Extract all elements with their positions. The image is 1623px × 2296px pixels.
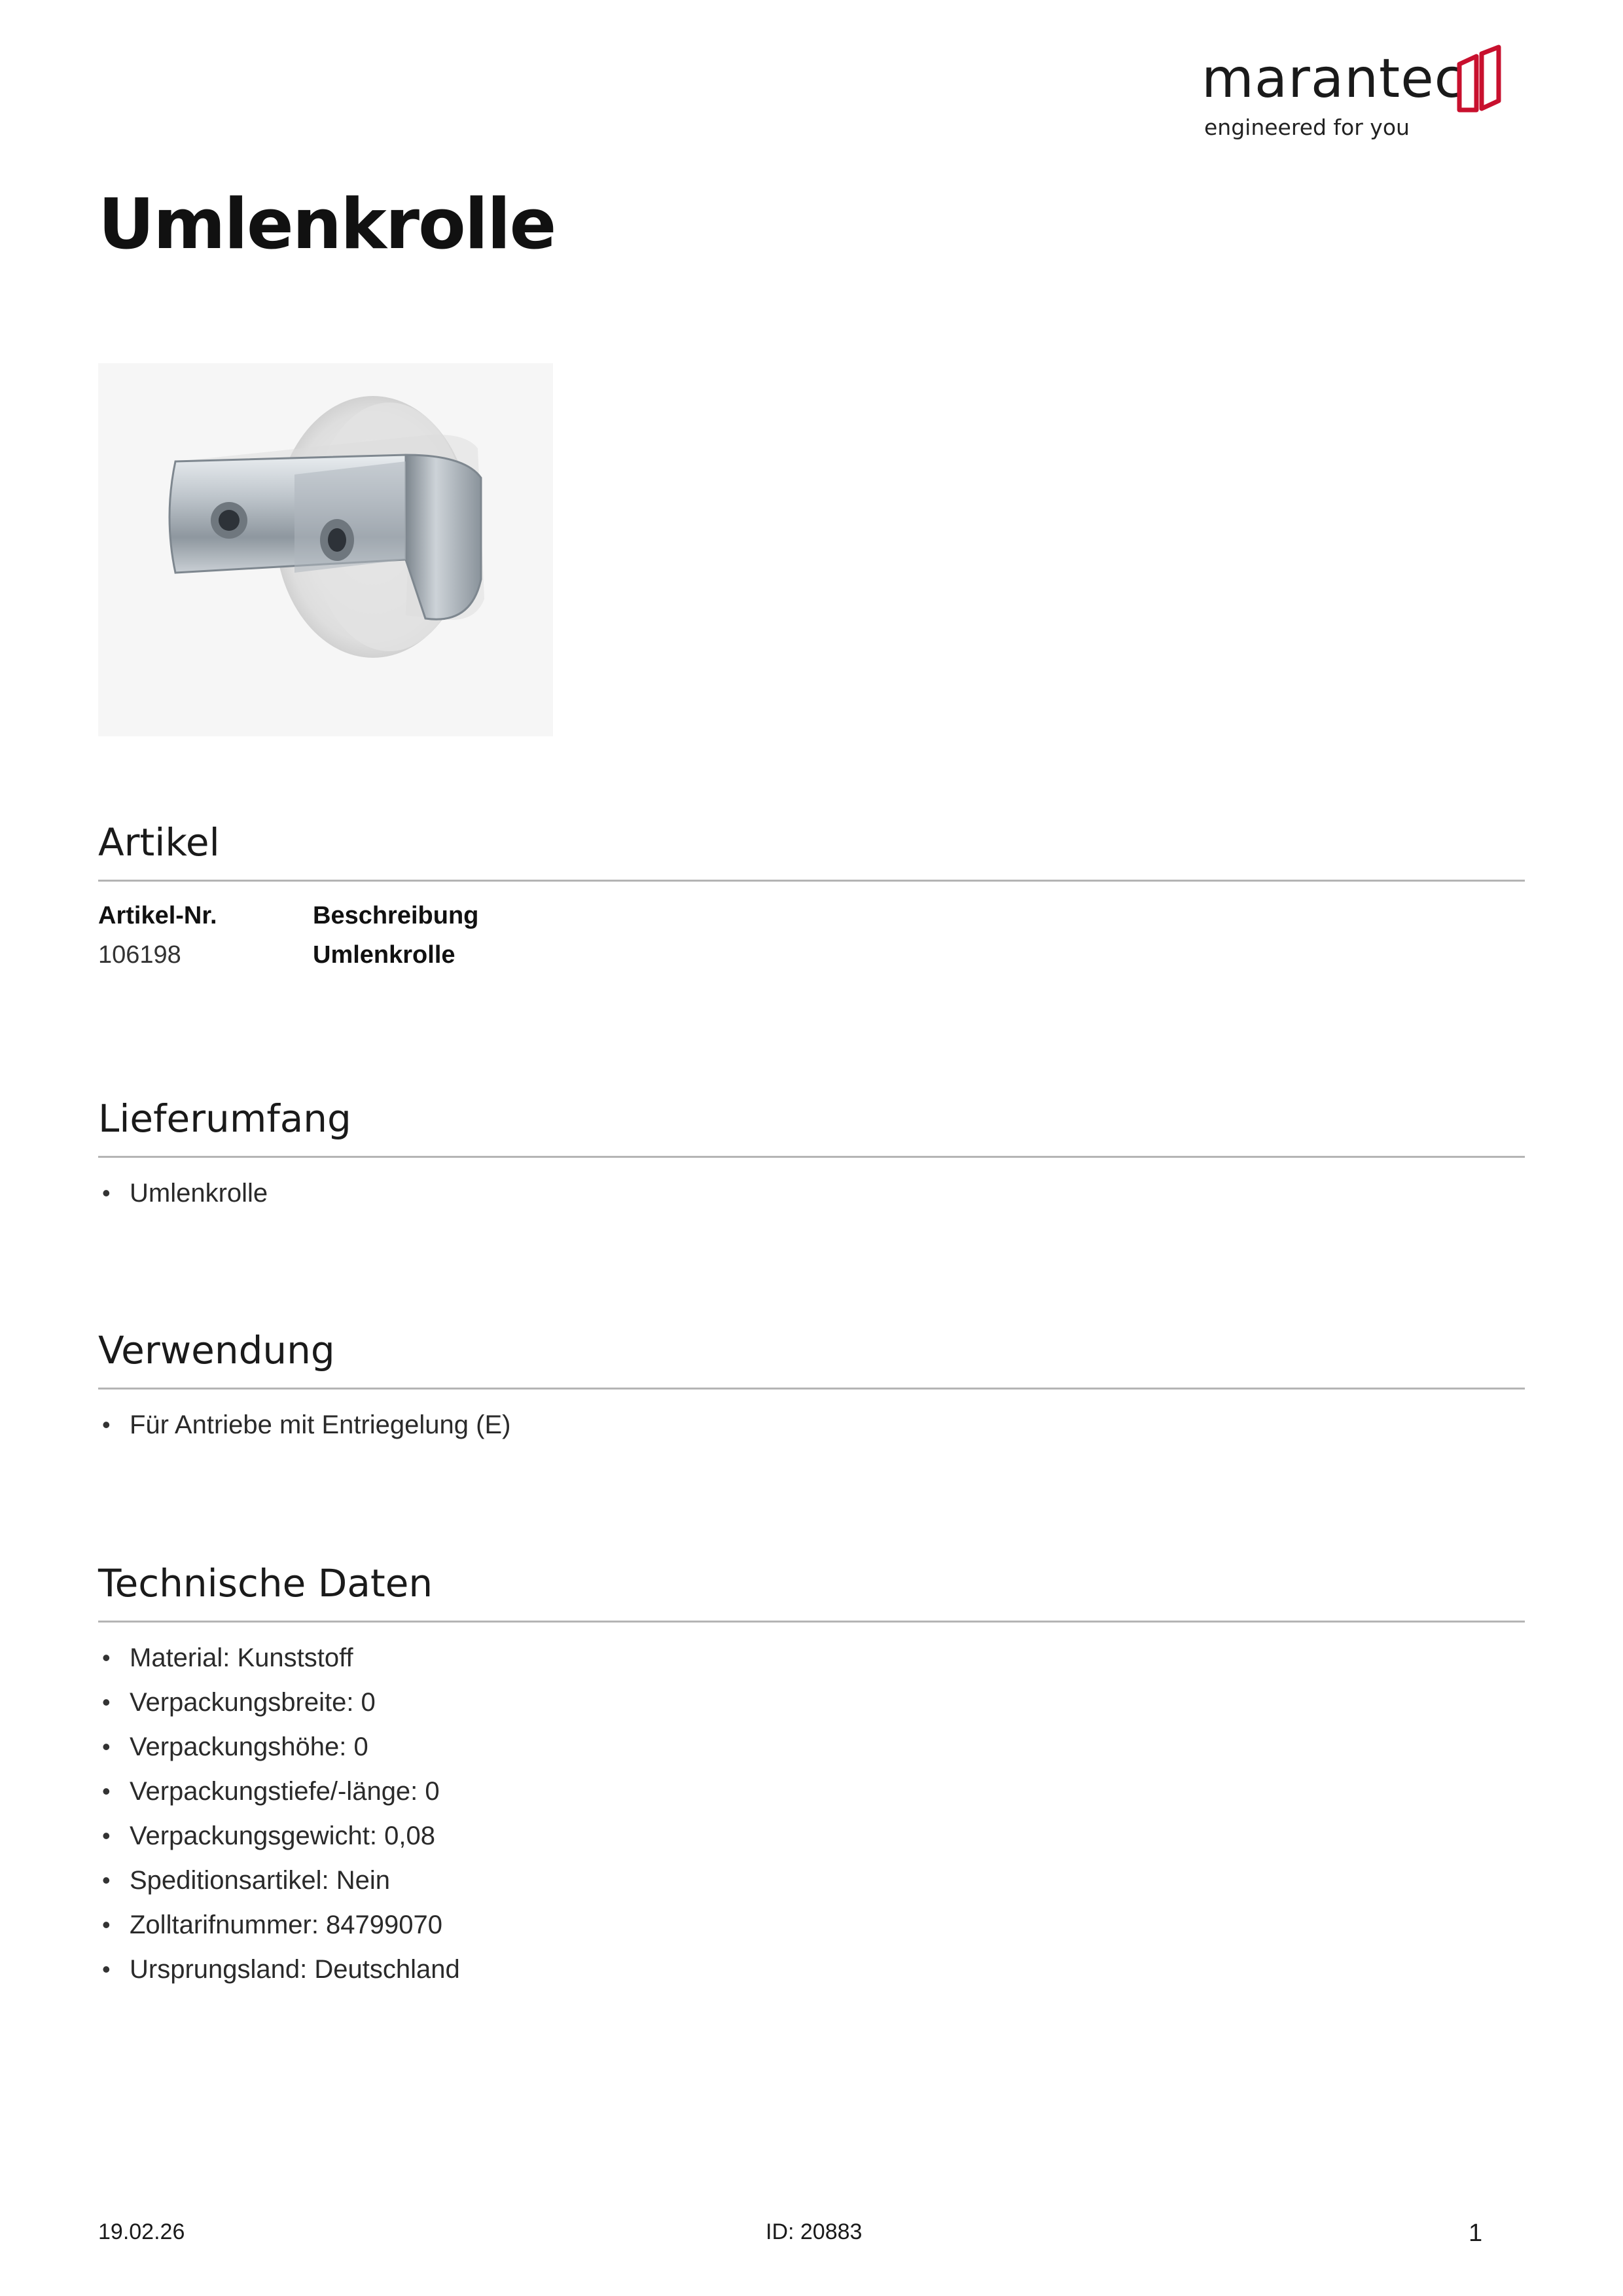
section-divider — [98, 1621, 1525, 1623]
brand-name: marantec — [1202, 48, 1465, 110]
verwendung-section — [98, 1328, 1525, 1447]
pulley-product-photo — [98, 363, 553, 736]
technische-daten-list — [98, 1636, 1525, 1992]
verwendung-heading: Verwendung — [98, 1328, 335, 1372]
list-item: • Verpackungsbreite: 0 — [98, 1680, 1525, 1725]
brand-tagline: engineered for you — [1204, 115, 1410, 140]
artikel-number-header: Artikel-Nr. — [98, 902, 217, 929]
verwendung-list — [98, 1403, 1525, 1447]
artikel-description: Umlenkrolle — [313, 941, 455, 969]
section-divider — [98, 1388, 1525, 1390]
list-item: • Verpackungstiefe/-länge: 0 — [98, 1769, 1525, 1814]
footer-page-number: 1 — [1469, 2219, 1483, 2247]
artikel-header-row — [98, 896, 1525, 935]
list-item: • Umlenkrolle — [98, 1171, 1525, 1215]
footer-id: ID: 20883 — [766, 2219, 863, 2244]
artikel-section — [98, 820, 1525, 975]
page-title: Umlenkrolle — [98, 184, 556, 264]
list-item: • Verpackungsgewicht: 0,08 — [98, 1814, 1525, 1858]
section-divider — [98, 1156, 1525, 1158]
artikel-value-row — [98, 935, 1525, 975]
technische-daten-section — [98, 1561, 1525, 1992]
list-item: • Material: Kunststoff — [98, 1636, 1525, 1680]
section-divider — [98, 880, 1525, 882]
lieferumfang-section — [98, 1096, 1525, 1215]
artikel-number: 106198 — [98, 941, 181, 969]
footer-date: 19.02.26 — [98, 2219, 185, 2244]
technische-daten-heading: Technische Daten — [98, 1561, 433, 1605]
list-item: • Für Antriebe mit Entriegelung (E) — [98, 1403, 1525, 1447]
marantec-door-mark-icon — [1455, 45, 1503, 117]
artikel-description-header: Beschreibung — [313, 902, 479, 929]
lieferumfang-list — [98, 1171, 1525, 1215]
artikel-table — [98, 896, 1525, 975]
list-item: • Speditionsartikel: Nein — [98, 1858, 1525, 1903]
list-item: • Ursprungsland: Deutschland — [98, 1947, 1525, 1992]
list-item: • Verpackungshöhe: 0 — [98, 1725, 1525, 1769]
brand-logo — [1202, 41, 1503, 145]
list-item: • Zolltarifnummer: 84799070 — [98, 1903, 1525, 1947]
artikel-heading: Artikel — [98, 820, 220, 865]
lieferumfang-heading: Lieferumfang — [98, 1096, 351, 1141]
